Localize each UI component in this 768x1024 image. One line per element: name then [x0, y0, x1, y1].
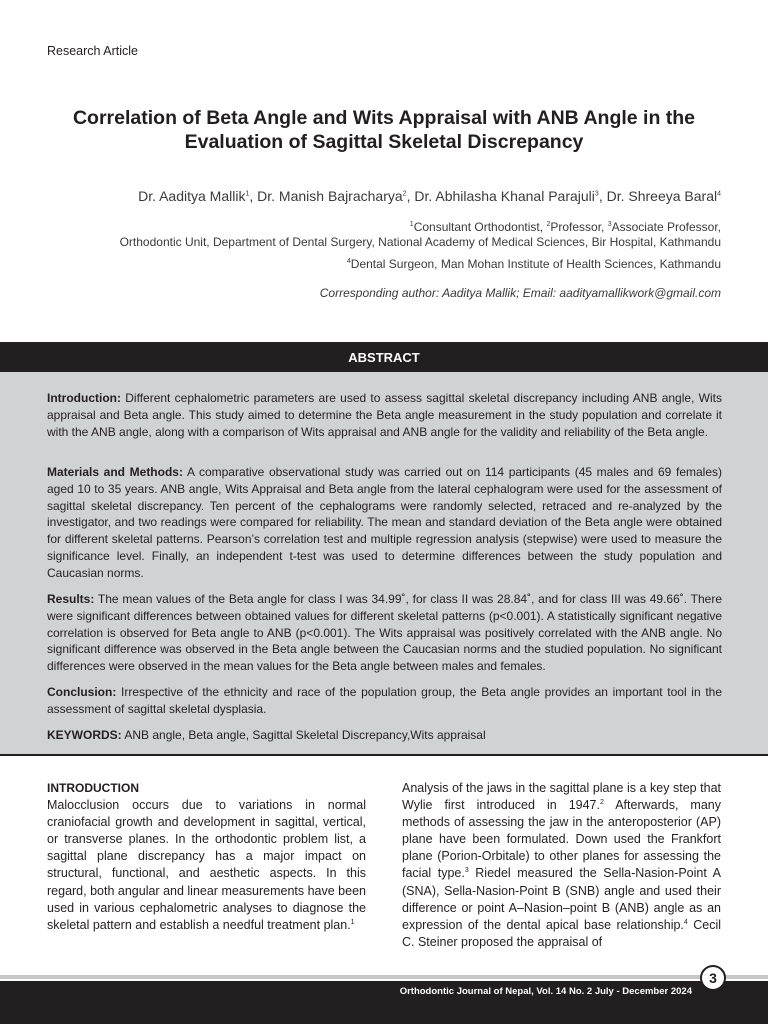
section-heading: INTRODUCTION [47, 781, 139, 795]
paper-title: Correlation of Beta Angle and Wits Appraisal with ANB Angle in the Evaluation of Sagittal Skeletal Discrepancy [72, 107, 696, 153]
author-name: Dr. Shreeya Baral [606, 188, 718, 204]
reference-marker: 3 [464, 867, 469, 875]
body-column-left [47, 780, 366, 934]
author-list: Dr. Aaditya Mallik$^1$, Dr. Manish Bajracharya$^2$, Dr. Abhilasha Khanal Parajuli$^3$, Dr. Shreeya Baral$^4$ [138, 188, 721, 204]
abstract-keywords: KEYWORDS: ANB angle, Beta angle, Sagittal Skeletal Discrepancy,Wits appraisal [47, 728, 486, 742]
abstract-heading: ABSTRACT [0, 342, 768, 372]
affiliation-line: $^1$Consultant Orthodontist, $^2$Professor, $^3$Associate Professor, [409, 220, 721, 234]
affiliation-line: $^4$Dental Surgeon, Man Mohan Institute of Health Sciences, Kathmandu [346, 257, 721, 271]
reference-marker: 2 [599, 798, 604, 806]
abstract-introduction: Introduction: Different cephalometric parameters are used to assess sagittal skeletal discrepancy including ANB angle, Wits appraisal and Beta angle. This study aimed to determine the Beta angle measurement in the study population and correlate it with the ANB angle, along with a comparison of Wits appraisal and ANB angle for the validity and reliability of the Beta angle. [47, 391, 722, 439]
journal-citation: Orthodontic Journal of Nepal, Vol. 14 No. 2 July - December 2024 [399, 986, 692, 997]
corresponding-author: Corresponding author: Aaditya Mallik; Email: aadityamallikwork@gmail.com [319, 286, 721, 300]
page-number: 3 [700, 965, 726, 991]
footer-divider [0, 975, 768, 979]
body-text: Malocclusion occurs due to variations in normal craniofacial growth and development in sagittal, vertical, or transverse planes. In the orthodontic problem list, a sagittal plane discrepancy has a major impact on structural, functional, and aesthetic aspects. In this regard, both angular and linear measurements have been used in various cephalometric analyses to diagnose the skeletal pattern and establish a needful treatment plan. [47, 798, 366, 932]
abstract-methods: Materials and Methods: A comparative observational study was carried out on 114 participants (45 males and 69 females) aged 10 to 35 years. ANB angle, Wits Appraisal and Beta angle from the lateral cephalogram were used for the assessment of sagittal skeletal discrepancy. Ten percent of the cephalograms were randomly selected, retraced and re-analyzed by the investigator, and two readings were compared for reliability. The mean and standard deviation of the Beta angle were obtained for different skeletal patterns. Pearson’s correlation test and multiple regression analysis (stepwise) were used to measure the significance level. Finally, an independent t-test was used to determine differences between the study population and Caucasian norms. [47, 465, 723, 580]
article-type: Research Article [47, 44, 139, 58]
affiliation-line: Orthodontic Unit, Department of Dental Surgery, National Academy of Medical Sciences, Bir Hospital, Kathmandu [119, 235, 721, 249]
author-name: Dr. Manish Bajracharya [257, 188, 403, 204]
author-name: Dr. Abhilasha Khanal Parajuli [414, 188, 595, 204]
author-name: Dr. Aaditya Mallik [138, 188, 246, 204]
body-column-right: Analysis of the jaws in the sagittal plane is a key step that Wylie first introduced in 1947.$^2$ Afterwards, many methods of assessing the jaw in the anteroposterior (AP) plane have been formulated. Down used the Frankfort plane (Porion-Orbitale) to other planes for assessing the facial type.$^3$ Riedel measured the Sella-Nasion-Point A (SNA), Sella-Nasion-Point B (SNB) angle and used their difference or point A–Nasion–point B (ANB) angle as an expression of the dental apical base relationship.$^4$ Cecil C. Steiner proposed the appraisal of [402, 781, 721, 949]
reference-marker: 1 [350, 918, 355, 926]
abstract-results: Results: The mean values of the Beta angle for class I was 34.99˚, for class II was 28.84˚, and for class III was 49.66˚. There were significant differences between obtained values for different skeletal patterns (p<0.001). A statistically significant negative correlation is observed for Beta angle to ANB (p<0.001). The Wits appraisal was positively correlated with the ANB angle. No significant difference was observed in the Beta angle between the Caucasian norms and the studied population. No significant differences were observed in the mean values for the Beta angle between males and females. [47, 592, 722, 674]
abstract-conclusion: Conclusion: Irrespective of the ethnicity and race of the population group, the Beta angle provides an important tool in the assessment of sagittal skeletal dysplasia. [47, 685, 722, 716]
reference-marker: 4 [683, 918, 688, 926]
